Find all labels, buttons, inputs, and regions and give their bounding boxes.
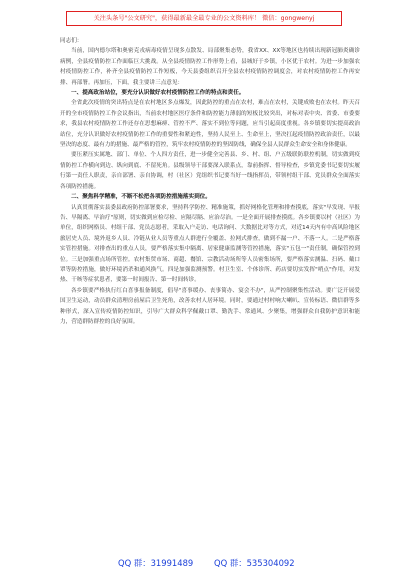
promo-banner-text: 关注头条号"公文研究"，获得最新最全最专业的公文资料库！ 微信：gongwenyj — [93, 15, 315, 22]
promo-banner — [66, 11, 342, 26]
qq-group-1: QQ 群：31991489 — [118, 558, 194, 568]
section-heading-2: 二、聚焦科学精准，不断不松把各项防控措施落实到位。 — [71, 194, 211, 201]
qq-group-2: QQ 群：535304092 — [214, 558, 295, 568]
page-footer — [0, 556, 408, 570]
paragraph-section-1-a: 全省此次疫情的突出特点是在农村地区多点爆发，因此防控的重点在农村，难点在农村，关键成败也在农村。昨天召开的全市疫情防控工作会议指出，当前农村地区医疗条件和防控能力薄弱的短板比较突出，对标对表中央、省委、市委要求，我县农村疫情防控工作还存在思想麻痹、管控不严、落实不到位等问题，应当引起高度重视。各乡镇要切实提高政治站位，充分认识做好农村疫情防控工作的重要性和紧迫性，坚持人民至上、生命至上，坚决扛起疫情防控政治责任，以最坚决的态度、最有力的措施、最严格的管控，筑牢农村疫情防控的坚固防线，确保全县人民群众生命安全和身体健康。 — [60, 100, 360, 149]
paragraph-section-2-a: 认真贯彻落实县委县政府防控部署要求，坚持科学防控、精准施策，抓好网格化管理和排查摸底，落实"早发现、早报告、早隔离、早治疗"原则，切实做到应检尽检、应隔尽隔、应治尽治。一是全面开展排查摸底。各乡镇要以村（社区）为单位，组织网格员、村组干部、党员志愿者，采取入户走访、电话询问、大数据比对等方式，对近14天内有中高风险地区旅居史人员、境外返乡人员、冷链从业人员等重点人群进行全覆盖、拉网式排查，做到不漏一户、不落一人。二是严格落实管控措施。对排查出的重点人员，要严格落实集中隔离、居家健康监测等管控措施，落实"五包一"责任制，确保管控到位。三是加强重点场所管控。农村集贸市场、商超、餐馆、宗教活动场所等人员密集场所，要严格落实测温、扫码、戴口罩等防控措施，做好环境消杀和通风换气。四是加强监测预警。村卫生室、个体诊所、药店要切实发挥"哨点"作用，对发热、干咳等症状患者，要第一时间报告、第一时间转诊。 — [60, 204, 360, 284]
paragraph-section-2-b: 各乡镇要严格执行红白喜事报备制度，倡导"喜事缓办、丧事简办、宴会不办"，从严控制聚集性活动。要广泛开展爱国卫生运动，动员群众清理房前屋后卫生死角，改善农村人居环境。同时，要通过村村响大喇叭、宣传标语、微信群等多种形式，深入宣传疫情防控知识，引导广大群众科学佩戴口罩、勤洗手、常通风、少聚集，增强群众自我防护意识和能力，营造群防群控的良好氛围。 — [60, 287, 360, 325]
document-body — [60, 36, 360, 327]
paragraph-intro: 当前，国内德尔塔和奥密克戎病毒疫情呈现多点散发、局部聚集态势，我省XX、XX等地区也持续出现新冠肺炎确诊病例，全县疫情防控工作面临巨大挑战。从全县疫情防控工作形势上看，县城好于乡镇，小区优于农村。为进一步加强农村疫情防控工作，补齐全县疫情防控工作短板，今天县委组织召开全县农村疫情防控调度会，对农村疫情防控工作再安排、再部署。再加压，下面，我主要讲三点意见： — [60, 48, 360, 86]
salutation: 同志们： — [60, 38, 83, 44]
section-heading-1: 一、提高政治站位，要充分认识做好农村疫情防控工作的特点和责任。 — [71, 90, 245, 97]
paragraph-section-1-b: 要压紧压实属地、部门、单位、个人四方责任，进一步健全完善县、乡、村、组、户五级联防联控机制，切实做到疫情防控工作横向到边、纵向到底、不留死角。县级领导干部要深入联系点，靠前指挥、督导检查，乡镇党委书记要切实履行第一责任人职责，亲自部署、亲自协调，村（社区）党组织书记要当好一线指挥员，带领村组干部、党员群众全面落实各项防控措施。 — [60, 152, 360, 190]
